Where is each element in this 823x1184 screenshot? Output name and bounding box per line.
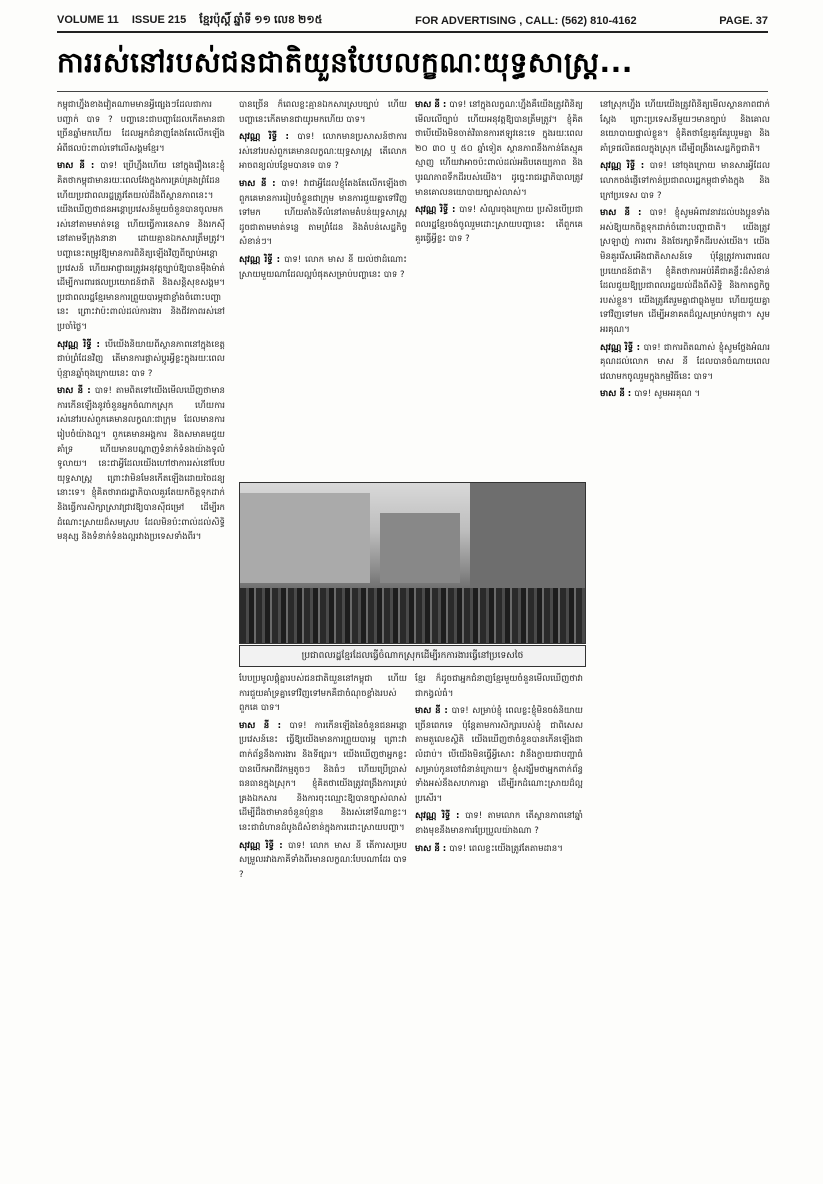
speaker-name: មាស នី : [600,389,635,400]
masthead [57,12,768,30]
paragraph-text: បាទ! ពេលខ្លះយើងត្រូវតែតាមដាន។ [449,843,563,854]
paragraph-text: បាទ! សូមអរគុណ ។ [634,389,701,400]
photo-caption: ប្រជាពលរដ្ឋខ្មែរដែលធ្វើចំណាកស្រុកដើម្បីរកការងារធ្វើនៅប្រទេសថៃ [239,645,586,667]
article-paragraph [415,203,583,247]
speaker-name: មាស នី : [600,208,650,219]
paragraph-text: បានច្រើន ក៏ពេលខ្លះគ្មានឯកសារស្របច្បាប់ ហើយបញ្ហានេះកើតមានជាយូរមកហើយ បាទ។ [239,100,407,125]
article-paragraph [239,839,407,883]
photo-crowd [240,588,585,643]
paragraph-text: បាទ! ខ្ញុំសូមអំពាវនាវដល់បងប្អូនទាំងអស់ឱ្យយកចិត្តទុកដាក់ចំពោះបញ្ហាជាតិ។ យើងត្រូវស្រឡាញ់ ការពារ និងថែរក្សាទឹកដីរបស់យើង។ យើងមិនគួររើសអើងជាតិសាសន៍ទេ ប៉ុន្តែត្រូវការពារផលប្រយោជន៍ជាតិ។ ខ្ញុំគិតថាការអប់រំគឺជាគន្លឹះដ៏សំខាន់ ដែលជួយឱ្យប្រជាពលរដ្ឋយល់ដឹងពីសិទ្ធិ និងកាតព្វកិច្ចរបស់ខ្លួន។ យើងត្រូវតែរួមគ្នាជាធ្លុងមួយ ហើយជួយគ្នាទៅវិញទៅមក ដើម្បីអនាគតដ៏ល្អសម្រាប់កម្ពុជា។ សូមអរគុណ។ [600,208,770,335]
paragraph-text: បាទ! តាមលោក តើស្ថានភាពនៅឆ្នាំខាងមុខនឹងមានការប្រែប្រួលយ៉ាងណា ? [415,811,583,836]
article-column-3-bottom [415,672,583,1158]
issue-label: ISSUE 215 [131,14,187,26]
photo-tree [470,483,585,593]
article-column-2-top [239,98,407,482]
article-paragraph [239,130,407,174]
article-paragraph [57,98,225,156]
masthead-left [57,13,332,29]
article-paragraph [415,98,583,200]
paragraph-text: បើយើងនិយាយពីស្ថានភាពនៅក្នុងខេត្តជាប់ព្រំដែនវិញ តើមានការផ្លាស់ប្តូរអ្វីខ្លះក្នុងរយៈពេលប៉ុន្មានឆ្នាំចុងក្រោយនេះ បាទ ? [57,339,225,379]
speaker-name: មាស នី : [415,100,450,110]
headline: ការរស់នៅរបស់ជនជាតិយួនបែបលក្ខណៈយុទ្ធសាស្ត្រ... [57,46,633,79]
khmer-date: ខ្មែរប៉ុស្តិ៍ ឆ្នាំទី ១១ លេខ ២១៥ [199,14,323,26]
article-paragraph [600,206,770,337]
paragraph-text: ខ្មែរ ក៏ដូចជាអ្នកជំនាញខ្មែរមួយចំនួនមើលឃើញថាវាជាកង្វល់ធំ។ [415,674,583,699]
photo-building [240,493,370,583]
speaker-name: សុវណ្ណ រិទ្ធី : [600,161,650,172]
speaker-name: សុវណ្ណ រិទ្ធី : [600,342,644,353]
article-column-3-top [415,98,583,482]
article-paragraph [239,177,407,250]
article-paragraph [239,672,407,716]
advertising-line: FOR ADVERTISING , CALL: (562) 810-4162 [415,15,637,27]
article-paragraph [600,341,770,385]
headline-rule [57,91,768,92]
paragraph-text: កម្ពុជាហ្នឹងខាងវៀតណាមមានអ្វីផ្សេងៗដែលជាការបញ្ជាក់ បាទ ? បញ្ហានេះជាបញ្ហាដែលកើតមានជាច្រើនឆ្នាំមកហើយ ដែលអ្នកជំនាញតែងតែលើកឡើងអំពីផលប៉ះពាល់ទៅលើសង្គមខ្មែរ។ [57,100,225,154]
article-paragraph [57,384,225,545]
paragraph-text: បាទ! លោក មាស នី តើការសម្របសម្រួលរវាងភាគីទាំងពីរមានលក្ខណៈបែបណាដែរ បាទ ? [239,840,407,880]
article-paragraph [415,704,583,806]
paragraph-text: បាទ! លោក មាស នី យល់ថាដំណោះស្រាយមួយណាដែលល្អបំផុតសម្រាប់បញ្ហានេះ បាទ ? [239,254,407,280]
speaker-name: សុវណ្ណ រិទ្ធី : [57,339,105,350]
speaker-name: មាស នី : [57,161,101,172]
article-paragraph [239,253,407,282]
paragraph-text: បាទ! ជាការពិតណាស់ ខ្ញុំសូមថ្លែងអំណរគុណដល់លោក មាស នី ដែលបានចំណាយពេលវេលាមកចូលរួមក្នុងកម្មវិធីនេះ បាទ។ [600,342,770,382]
article-paragraph [415,842,583,857]
speaker-name: មាស នី : [57,386,95,397]
article-paragraph [415,809,583,838]
article-paragraph [239,98,407,127]
paragraph-text: បាទ! សម្រាប់ខ្ញុំ ពេលខ្លះខ្ញុំមិនចង់និយាយច្រើនពេកទេ ប៉ុន្តែតាមការសិក្សារបស់ខ្ញុំ ជាពិសេសតាមតួលេខស្ថិតិ យើងឃើញថាចំនួនបានកើនឡើងជាលំដាប់។ បើយើងមិនធ្វើអ្វីសោះ វានឹងក្លាយជាបញ្ហាធំសម្រាប់កូនចៅជំនាន់ក្រោយ។ ខ្ញុំសង្ឃឹមថាអ្នកពាក់ព័ន្ធទាំងអស់នឹងសហការគ្នា ដើម្បីរកដំណោះស្រាយដ៏ល្អប្រសើរ។ [415,706,583,804]
article-paragraph [57,159,225,334]
speaker-name: មាស នី : [415,843,450,854]
article-paragraph [239,719,407,836]
speaker-name: សុវណ្ណ រិទ្ធី : [239,254,285,265]
article-column-1 [57,98,225,1158]
page-number: PAGE. 37 [719,15,768,27]
article-column-2-bottom [239,672,407,1158]
speaker-name: សុវណ្ណ រិទ្ធី : [239,132,298,143]
article-paragraph [415,672,583,701]
volume-label: VOLUME 11 [57,14,119,26]
paragraph-text: បាទ! តាមពិតទៅយើងមើលឃើញថាមានការកើនឡើងនូវចំនួនអ្នកចំណាកស្រុក ហើយការរស់នៅរបស់ពួកគេមានលក្ខណៈជាក្រុម ដែលមានការរៀបចំយ៉ាងល្អ។ ពួកគេមានអង្គការ និងសមាគមជួយគាំទ្រ ហើយមានបណ្តាញទំនាក់ទំនងយ៉ាងទូលំទូលាយ។ នេះជាអ្វីដែលយើងហៅថាការរស់នៅបែបយុទ្ធសាស្ត្រ ព្រោះវាមិនមែនកើតឡើងដោយចៃដន្យនោះទេ។ ខ្ញុំគិតថារាជរដ្ឋាភិបាលគួរតែយកចិត្តទុកដាក់ និងធ្វើការសិក្សាស្រាវជ្រាវឱ្យបានស៊ីជម្រៅ ដើម្បីរកដំណោះស្រាយដ៏សមស្រប ដែលមិនប៉ះពាល់ដល់សិទ្ធិមនុស្ស និងទំនាក់ទំនងល្អរវាងប្រទេសទាំងពីរ។ [57,386,225,543]
paragraph-text: បែបប្រមូលផ្តុំគ្នារបស់ជនជាតិយួននៅកម្ពុជា ហើយការជួយគាំទ្រគ្នាទៅវិញទៅមកគឺជាចំណុចខ្លាំងរបស់ពួកគេ បាទ។ [239,674,407,714]
paragraph-text: បាទ! សំណួរចុងក្រោយ ប្រសិនបើប្រជាពលរដ្ឋខ្មែរចង់ចូលរួមដោះស្រាយបញ្ហានេះ តើពួកគេគួរធ្វើអ្វីខ្លះ បាទ ? [415,205,583,245]
article-paragraph [600,387,770,402]
paragraph-text: បាទ! លោកមានប្រសាសន៍ថាការរស់នៅរបស់ពួកគេមានលក្ខណៈយុទ្ធសាស្ត្រ តើលោកអាចពន្យល់បន្ថែមបានទេ បាទ ? [239,132,407,172]
top-rule [57,31,768,33]
paragraph-text: បាទ! ការកើនឡើងនៃចំនួនជនអន្តោប្រវេសន៍នេះ ធ្វើឱ្យយើងមានការព្រួយបារម្ភ ព្រោះវាពាក់ព័ន្ធនឹងការងារ និងទីផ្សារ។ យើងឃើញថាអ្នកខ្លះបានបើកអាជីវកម្មតូចៗ និងធំៗ ហើយប្រើប្រាស់ធនធានក្នុងស្រុក។ ខ្ញុំគិតថាយើងត្រូវពង្រឹងការគ្រប់គ្រងឯកសារ និងការចុះឈ្មោះឱ្យបានច្បាស់លាស់ ដើម្បីដឹងថាមានចំនួនប៉ុន្មាន និងរស់នៅទីណាខ្លះ។ នេះជាជំហានដំបូងដ៏សំខាន់ក្នុងការដោះស្រាយបញ្ហា។ [239,720,407,833]
speaker-name: មាស នី : [415,706,452,717]
article-paragraph [600,98,770,156]
paragraph-text: បាទ! នៅក្នុងលក្ខណៈហ្នឹងគឺយើងត្រូវពិនិត្យមើលលើច្បាប់ ហើយអនុវត្តឱ្យបានត្រឹមត្រូវ។ ខ្ញុំគិតថាបើយើងមិនចាត់វិធានការឥឡូវនេះទេ ក្នុងរយៈពេល ២០ ៣០ ឬ ៥០ ឆ្នាំទៀត ស្ថានភាពនឹងកាន់តែស្មុគស្មាញ ហើយវាអាចប៉ះពាល់ដល់អធិបតេយ្យភាព និងបូរណភាពទឹកដីរបស់យើង។ ដូច្នេះរាជរដ្ឋាភិបាលត្រូវមានគោលនយោបាយច្បាស់លាស់។ [415,100,583,198]
article-paragraph [57,338,225,382]
photo-building [380,513,460,583]
speaker-name: សុវណ្ណ រិទ្ធី : [239,840,288,851]
speaker-name: មាស នី : [239,178,282,189]
speaker-name: មាស នី : [239,720,290,731]
news-photo [239,482,586,644]
article-paragraph [600,159,770,203]
speaker-name: សុវណ្ណ រិទ្ធី : [415,811,466,822]
paragraph-text: បាទ! នៅចុងក្រោយ មានសារអ្វីដែលលោកចង់ផ្ញើទៅកាន់ប្រជាពលរដ្ឋកម្ពុជាទាំងក្នុង និងក្រៅប្រទេស បាទ ? [600,161,770,201]
speaker-name: សុវណ្ណ រិទ្ធី : [415,205,460,216]
paragraph-text: នៅស្រុកហ្នឹង ហើយយើងត្រូវពិនិត្យមើលស្ថានភាពជាក់ស្តែង ព្រោះប្រទេសនីមួយៗមានច្បាប់ និងគោលនយោបាយផ្ទាល់ខ្លួន។ ខ្ញុំគិតថាខ្មែរគួរតែរួបរួមគ្នា និងគាំទ្រផលិតផលក្នុងស្រុក ដើម្បីពង្រឹងសេដ្ឋកិច្ចជាតិ។ [600,100,770,154]
paragraph-text: បាទ! វាជាអ្វីដែលខ្ញុំតែងតែលើកឡើងថា ពួកគេមានការរៀបចំខ្លួនជាក្រុម មានការជួយគ្នាទៅវិញទៅមក ហើយតាំងទីលំនៅតាមតំបន់យុទ្ធសាស្ត្រ ដូចជាតាមមាត់ទន្លេ តាមព្រំដែន និងតំបន់សេដ្ឋកិច្ចសំខាន់ៗ។ [239,178,407,248]
paragraph-text: បាទ! ប្រើហ្នឹងហើយ នៅក្នុងរឿងនេះខ្ញុំគិតថាកម្ពុជាមានរយៈពេលវែងក្នុងការគ្រប់គ្រងព្រំដែន ហើយប្រជាពលរដ្ឋត្រូវតែយល់ដឹងពីស្ថានភាពនេះ។ យើងឃើញថាជនអន្តោប្រវេសន៍មួយចំនួនបានចូលមករស់នៅតាមមាត់ទន្លេ ហើយធ្វើការនេសាទ និងរកស៊ីនៅតាមទីក្រុងនានា ដោយគ្មានឯកសារត្រឹមត្រូវ។ បញ្ហានេះតម្រូវឱ្យមានការពិនិត្យឡើងវិញពីច្បាប់អន្តោប្រវេសន៍ ហើយអាជ្ញាធរត្រូវអនុវត្តច្បាប់ឱ្យបានម៉ឺងម៉ាត់ ដើម្បីការពារផលប្រយោជន៍ជាតិ និងសន្តិសុខសង្គម។ ប្រជាពលរដ្ឋខ្មែរមានការព្រួយបារម្ភជាខ្លាំងចំពោះបញ្ហានេះ ព្រោះវាប៉ះពាល់ដល់ការងារ និងជីវភាពរស់នៅប្រចាំថ្ងៃ។ [57,161,225,332]
article-column-4 [600,98,770,1158]
